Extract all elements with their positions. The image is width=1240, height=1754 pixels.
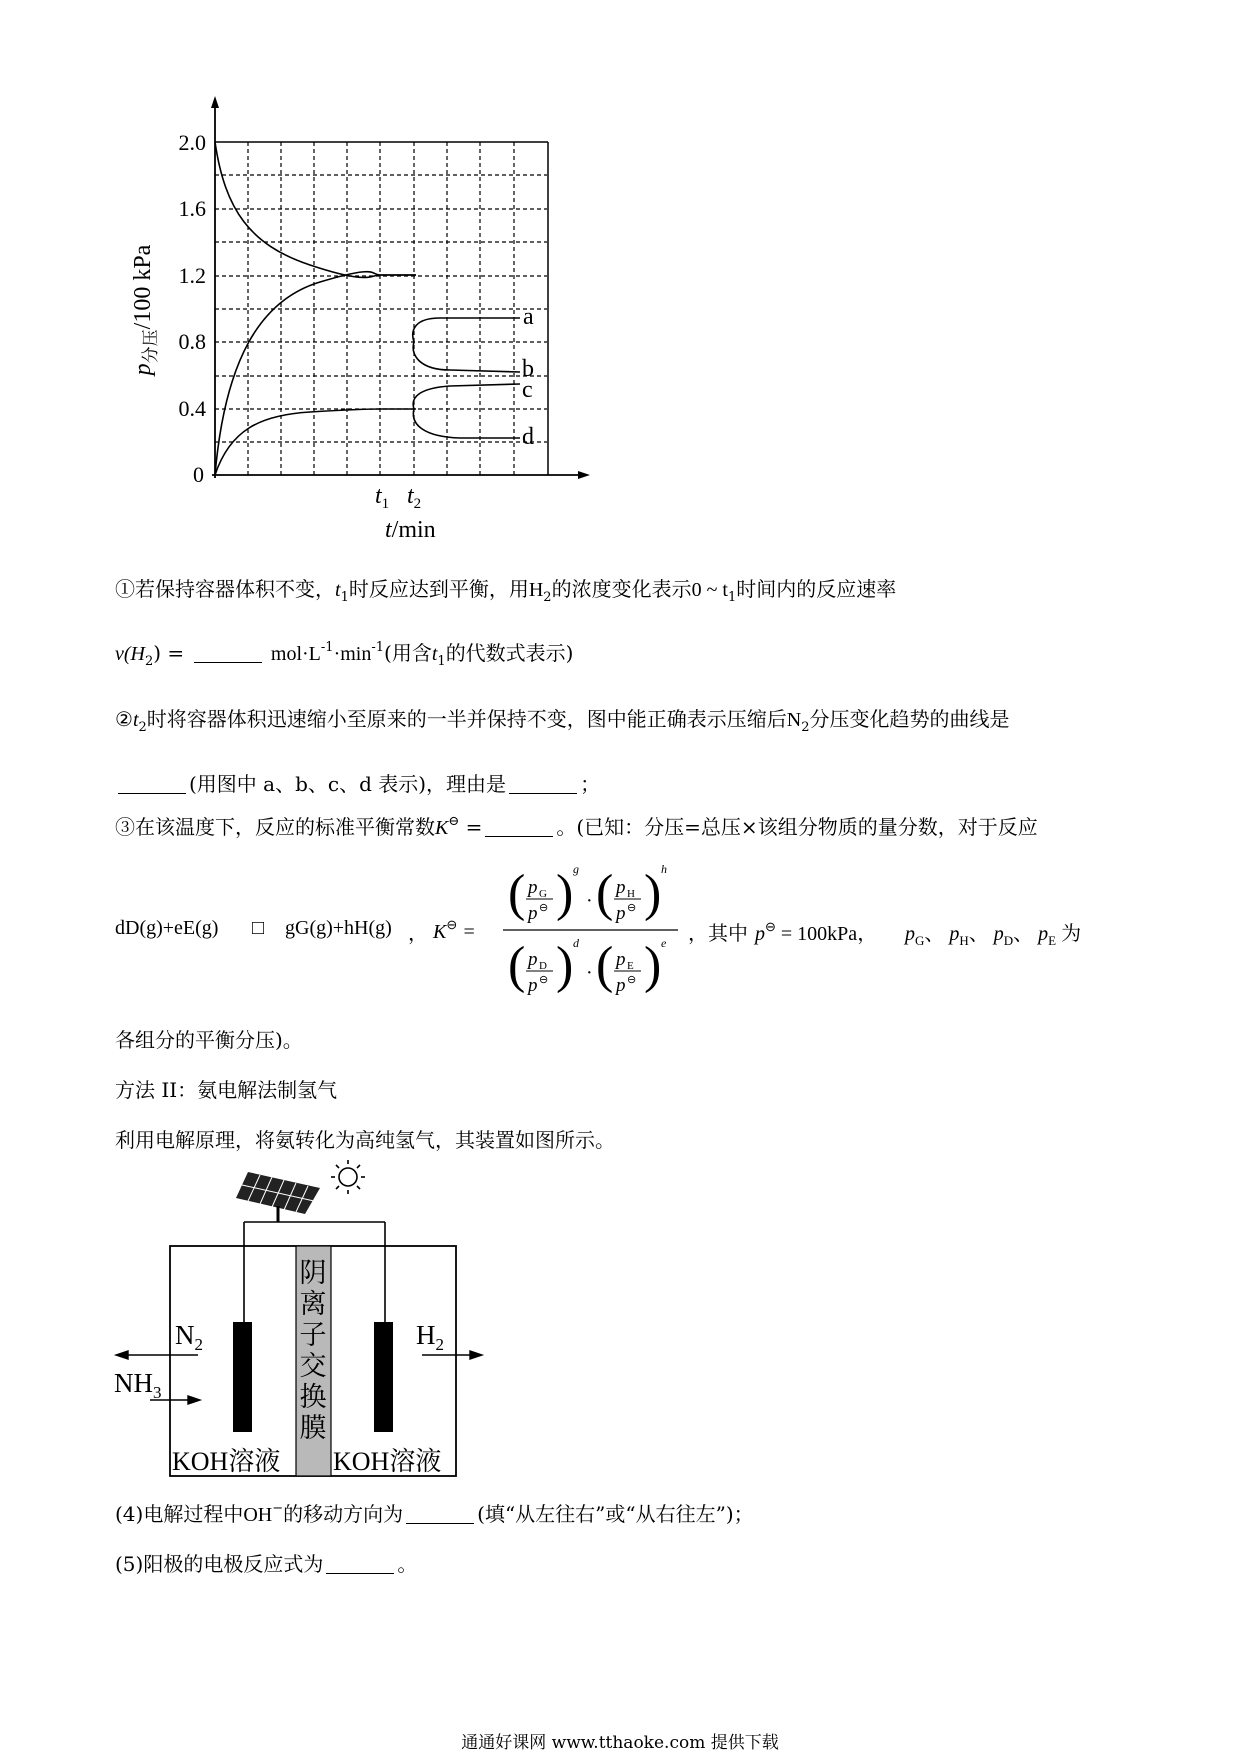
svg-text:p: p [528, 903, 538, 924]
curve-label-c: c [522, 377, 533, 403]
svg-text:(: ( [508, 937, 526, 994]
footer: 通通好课网 www.tthaoke.com 提供下载 [461, 1733, 779, 1753]
curve-label-b: b [522, 356, 534, 382]
label-n2: $N_2$ [175, 1320, 203, 1354]
svg-text:): ) [644, 865, 662, 922]
x-axis-label: t/min [385, 517, 436, 543]
svg-text:p: p [528, 949, 538, 970]
q3-line1: ③在该温度下，反应的标准平衡常数K⊖ = 。(已知：分压=总压×该组分物质的量分数，对于反应 [115, 814, 1038, 839]
svg-text:p分压/100 kPa: $p_{分压}/100$ kPa [130, 244, 161, 376]
svg-text:p: p [616, 949, 626, 970]
y-tick-2.0: 2.0 [178, 130, 206, 155]
left-solution-label: KOH溶液 [172, 1447, 281, 1476]
answer-blank-3[interactable] [509, 773, 577, 794]
y-tick-0.4: 0.4 [178, 396, 206, 421]
svg-text:E: E [627, 960, 634, 972]
label-h2: $H_2$ [416, 1320, 444, 1354]
anode-electrode [233, 1322, 252, 1432]
svg-text:G: G [539, 888, 547, 900]
svg-text:g: g [573, 862, 579, 876]
curve-c [413, 384, 520, 409]
curve-label-a: a [523, 304, 534, 330]
svg-text:·: · [586, 962, 593, 984]
svg-text:换: 换 [299, 1382, 327, 1412]
answer-blank-6[interactable] [326, 1553, 394, 1574]
svg-text:h: h [661, 862, 667, 876]
solar-panel-icon [236, 1172, 320, 1222]
q3-line3: 各组分的平衡分压)。 [115, 1028, 303, 1052]
svg-text:p: p [528, 975, 538, 995]
svg-text:离: 离 [299, 1289, 327, 1319]
q1-line2: $v(H_2) = mol\cdot L^{-1}\cdot\min^{-1}$(用含$t_1$的代数式表示) [115, 640, 574, 669]
svg-text:膜: 膜 [299, 1413, 327, 1443]
svg-text:⊖: ⊖ [627, 974, 637, 986]
y-tick-1.6: 1.6 [178, 196, 206, 221]
svg-text:): ) [556, 865, 574, 922]
x-tick-t2: $t_2$ [407, 483, 422, 512]
answer-blank-2[interactable] [118, 773, 186, 794]
answer-blank-1[interactable] [194, 642, 262, 663]
svg-text:e: e [661, 936, 667, 950]
svg-text:子: 子 [299, 1320, 327, 1350]
right-solution-label: KOH溶液 [333, 1447, 442, 1476]
svg-text:·: · [586, 890, 593, 912]
svg-text:(: ( [508, 865, 526, 922]
svg-text:D: D [539, 960, 547, 972]
svg-text:⊖: ⊖ [539, 902, 549, 914]
svg-text:d: d [573, 936, 579, 950]
y-tick-0: 0 [193, 462, 204, 487]
svg-text:阴: 阴 [299, 1258, 327, 1288]
partial-pressure-chart [100, 80, 620, 550]
svg-text:(: ( [596, 937, 614, 994]
curve-decreasing [215, 142, 416, 278]
y-tick-1.2: 1.2 [178, 263, 206, 288]
curve-increasing-1.2 [215, 272, 416, 475]
method-2-heading: 方法 II：氨电解法制氢气 [115, 1078, 338, 1102]
svg-text:p: p [616, 903, 626, 924]
chart-grid [215, 142, 547, 475]
svg-text:p: p [616, 975, 626, 995]
answer-blank-5[interactable] [406, 1503, 474, 1524]
curve-a [413, 318, 520, 342]
equilibrium-formula: dD(g)+eE(g) □ gG(g)+hH(g) ， K⊖ = ( p G p ⊖ ) g · ( p H p ⊖ ) h ( p D p ⊖ ) d · ( p E p ⊖ ) e ，其中 p⊖ = 100kPa， $p_G$、 $p_H$、 $p_D$、 $p_E$ 为 [115, 862, 1082, 995]
svg-text:⊖: ⊖ [539, 974, 549, 986]
method-2-description: 利用电解原理，将氨转化为高纯氢气，其装置如图所示。 [115, 1128, 615, 1152]
svg-text:交: 交 [299, 1351, 327, 1381]
label-nh3: $NH_3$ [114, 1368, 162, 1402]
svg-text:(: ( [596, 865, 614, 922]
svg-text:): ) [556, 937, 574, 994]
q5-line: (5)阳极的电极反应式为 。 [115, 1552, 418, 1576]
svg-text:): ) [644, 937, 662, 994]
q2-line2: (用图中 a、b、c、d 表示)，理由是 ； [115, 768, 600, 797]
svg-text:p: p [528, 877, 538, 898]
x-tick-t1: $t_1$ [375, 483, 390, 512]
cathode-electrode [374, 1322, 393, 1432]
svg-text:p: p [616, 877, 626, 898]
curve-d [413, 409, 520, 438]
q2-line1: $②t_2$时将容器体积迅速缩小至原来的一半并保持不变，图中能正确表示压缩后$N_2$分压变化趋势的曲线是 [115, 707, 1010, 735]
curve-label-d: d [522, 424, 534, 450]
q1-line1: ①若保持容器体积不变，$t_1$时反应达到平衡，用$H_2$的浓度变化表示0 ~ $t_1$时间内的反应速率 [115, 577, 897, 605]
y-tick-0.8: 0.8 [178, 329, 206, 354]
answer-blank-4[interactable] [485, 816, 553, 837]
svg-text:H: H [627, 888, 635, 900]
q4-line: (4)电解过程中OH−的移动方向为 (填“从左往右”或“从右往左”)； [115, 1501, 754, 1526]
electrolysis-apparatus [100, 1155, 500, 1485]
sun-icon [331, 1160, 365, 1194]
svg-text:⊖: ⊖ [627, 902, 637, 914]
curve-b [413, 342, 520, 372]
